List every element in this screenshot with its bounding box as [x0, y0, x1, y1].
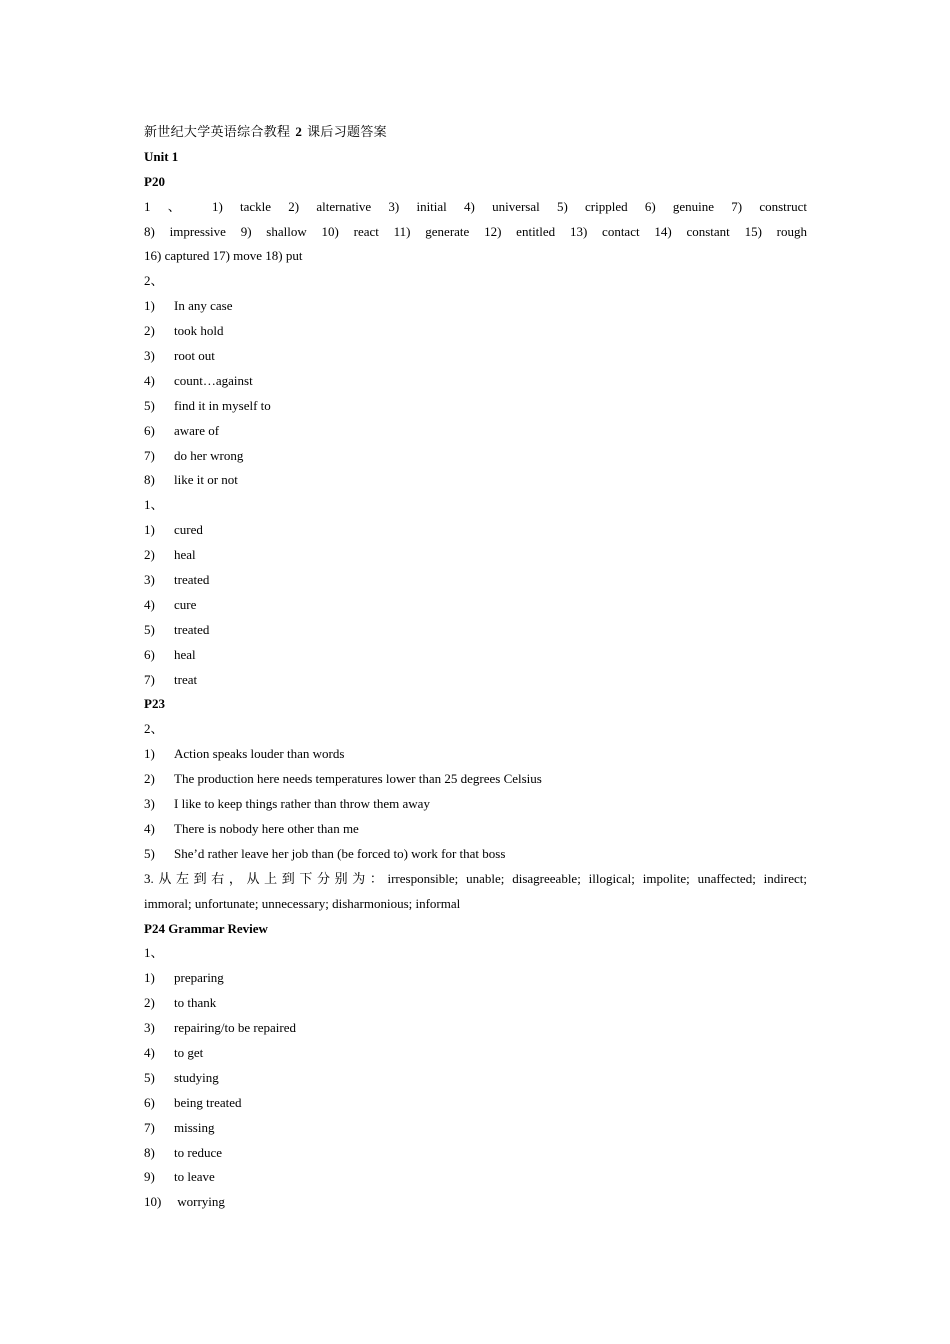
- title-subtitle: 课后习题答案: [307, 124, 387, 139]
- list-item: [144, 468, 807, 493]
- list-item: [144, 543, 807, 568]
- item-number: 3): [144, 572, 155, 588]
- item-text: There is nobody here other than me: [174, 820, 359, 836]
- list-item: [144, 1041, 807, 1066]
- item-text: to thank: [174, 995, 217, 1011]
- list-item: [144, 643, 807, 668]
- vocab-line-2: 8) impressive 9) shallow 10) react 11) generate 12) entitled 13) contact 14) constant 15) rough: [144, 223, 807, 239]
- item-text: preparing: [174, 970, 224, 986]
- list-item: [144, 668, 807, 693]
- item-text: The production here needs temperatures lower than 25 degrees Celsius: [174, 771, 542, 787]
- grammar-list: [144, 966, 807, 1215]
- vocab-line-1: 1 、 1) tackle 2) alternative 3) initial 4) universal 5) crippled 6) genuine 7) construct: [144, 198, 807, 214]
- heal-list: [144, 518, 807, 692]
- section-label: 2、: [144, 273, 164, 289]
- list-item: [144, 1190, 807, 1215]
- document-title: [144, 120, 807, 145]
- than-list: [144, 742, 807, 866]
- item-number: 10): [144, 1194, 162, 1210]
- list-item: [144, 518, 807, 543]
- list-item: [144, 593, 807, 618]
- item-number: 4): [144, 596, 155, 612]
- list-item: [144, 344, 807, 369]
- list-item: [144, 1116, 807, 1141]
- list-item: [144, 444, 807, 469]
- item-number: 5): [144, 397, 155, 413]
- item-text: worrying: [174, 1194, 225, 1210]
- item-number: 4): [144, 1044, 155, 1060]
- list-item: [144, 1165, 807, 1190]
- item-number: 1): [144, 746, 155, 762]
- item-number: 2): [144, 771, 155, 787]
- item-text: root out: [174, 348, 215, 364]
- item-number: 7): [144, 671, 155, 687]
- item-number: 2): [144, 323, 155, 339]
- item-number: 2): [144, 547, 155, 563]
- item-number: 1): [144, 522, 155, 538]
- unit-heading: Unit 1: [144, 148, 179, 164]
- item-number: 5): [144, 845, 155, 861]
- list-item: [144, 1141, 807, 1166]
- phrase-list: [144, 294, 807, 493]
- item-text: aware of: [174, 422, 220, 438]
- item-text: being treated: [174, 1094, 242, 1110]
- section3-line-1: 3.从左到右，从上到下分别为：irresponsible; unable; disagreeable; illogical; impolite; unaffected; indirect;: [144, 870, 807, 886]
- list-item: [144, 792, 807, 817]
- list-item: [144, 369, 807, 394]
- list-item: [144, 319, 807, 344]
- list-item: [144, 1091, 807, 1116]
- item-number: 3): [144, 348, 155, 364]
- item-number: 5): [144, 621, 155, 637]
- item-text: count…against: [174, 372, 253, 388]
- list-item: [144, 294, 807, 319]
- answer-document: [144, 120, 807, 1215]
- list-item: [144, 842, 807, 867]
- list-item: [144, 742, 807, 767]
- title-volume: 2: [295, 124, 303, 139]
- item-number: 7): [144, 1119, 155, 1135]
- list-item: [144, 767, 807, 792]
- item-number: 5): [144, 1069, 155, 1085]
- list-item: [144, 1016, 807, 1041]
- section3-line-2: immoral; unfortunate; unnecessary; disharmonious; informal: [144, 895, 461, 911]
- item-text: Action speaks louder than words: [174, 746, 345, 762]
- item-number: 1): [144, 970, 155, 986]
- item-text: to get: [174, 1044, 204, 1060]
- item-number: 6): [144, 1094, 155, 1110]
- item-number: 1): [144, 298, 155, 314]
- item-number: 6): [144, 646, 155, 662]
- item-number: 3): [144, 796, 155, 812]
- list-item: [144, 966, 807, 991]
- item-number: 4): [144, 820, 155, 836]
- item-text: repairing/to be repaired: [174, 1020, 296, 1036]
- item-text: like it or not: [174, 472, 238, 488]
- item-text: treated: [174, 621, 210, 637]
- item-text: missing: [174, 1119, 215, 1135]
- item-text: In any case: [174, 298, 233, 314]
- item-number: 8): [144, 1144, 155, 1160]
- item-text: took hold: [174, 323, 224, 339]
- item-number: 6): [144, 422, 155, 438]
- list-item: [144, 419, 807, 444]
- item-number: 8): [144, 472, 155, 488]
- item-text: to reduce: [174, 1144, 223, 1160]
- title-text: 新世纪大学英语综合教程: [144, 124, 291, 139]
- page-heading-p20: P20: [144, 173, 165, 189]
- list-item: [144, 568, 807, 593]
- item-text: heal: [174, 646, 196, 662]
- section-label: 2、: [144, 721, 164, 737]
- item-number: 3): [144, 1020, 155, 1036]
- item-text: treated: [174, 572, 210, 588]
- item-text: to leave: [174, 1169, 215, 1185]
- item-number: 9): [144, 1169, 155, 1185]
- item-text: heal: [174, 547, 196, 563]
- item-text: find it in myself to: [174, 397, 271, 413]
- item-text: cure: [174, 596, 197, 612]
- list-item: [144, 394, 807, 419]
- list-item: [144, 817, 807, 842]
- item-number: 2): [144, 995, 155, 1011]
- item-text: I like to keep things rather than throw them away: [174, 796, 430, 812]
- item-number: 7): [144, 447, 155, 463]
- item-text: treat: [174, 671, 198, 687]
- section-label: 1、: [144, 497, 164, 513]
- item-text: cured: [174, 522, 203, 538]
- section-label: 1、: [144, 945, 164, 961]
- vocab-line-3: 16) captured 17) move 18) put: [144, 248, 303, 264]
- item-number: 4): [144, 372, 155, 388]
- item-text: She’d rather leave her job than (be forced to) work for that boss: [174, 845, 506, 861]
- page-heading-p24: P24 Grammar Review: [144, 920, 268, 936]
- list-item: [144, 1066, 807, 1091]
- list-item: [144, 618, 807, 643]
- item-text: do her wrong: [174, 447, 244, 463]
- list-item: [144, 991, 807, 1016]
- page-heading-p23: P23: [144, 696, 165, 712]
- item-text: studying: [174, 1069, 219, 1085]
